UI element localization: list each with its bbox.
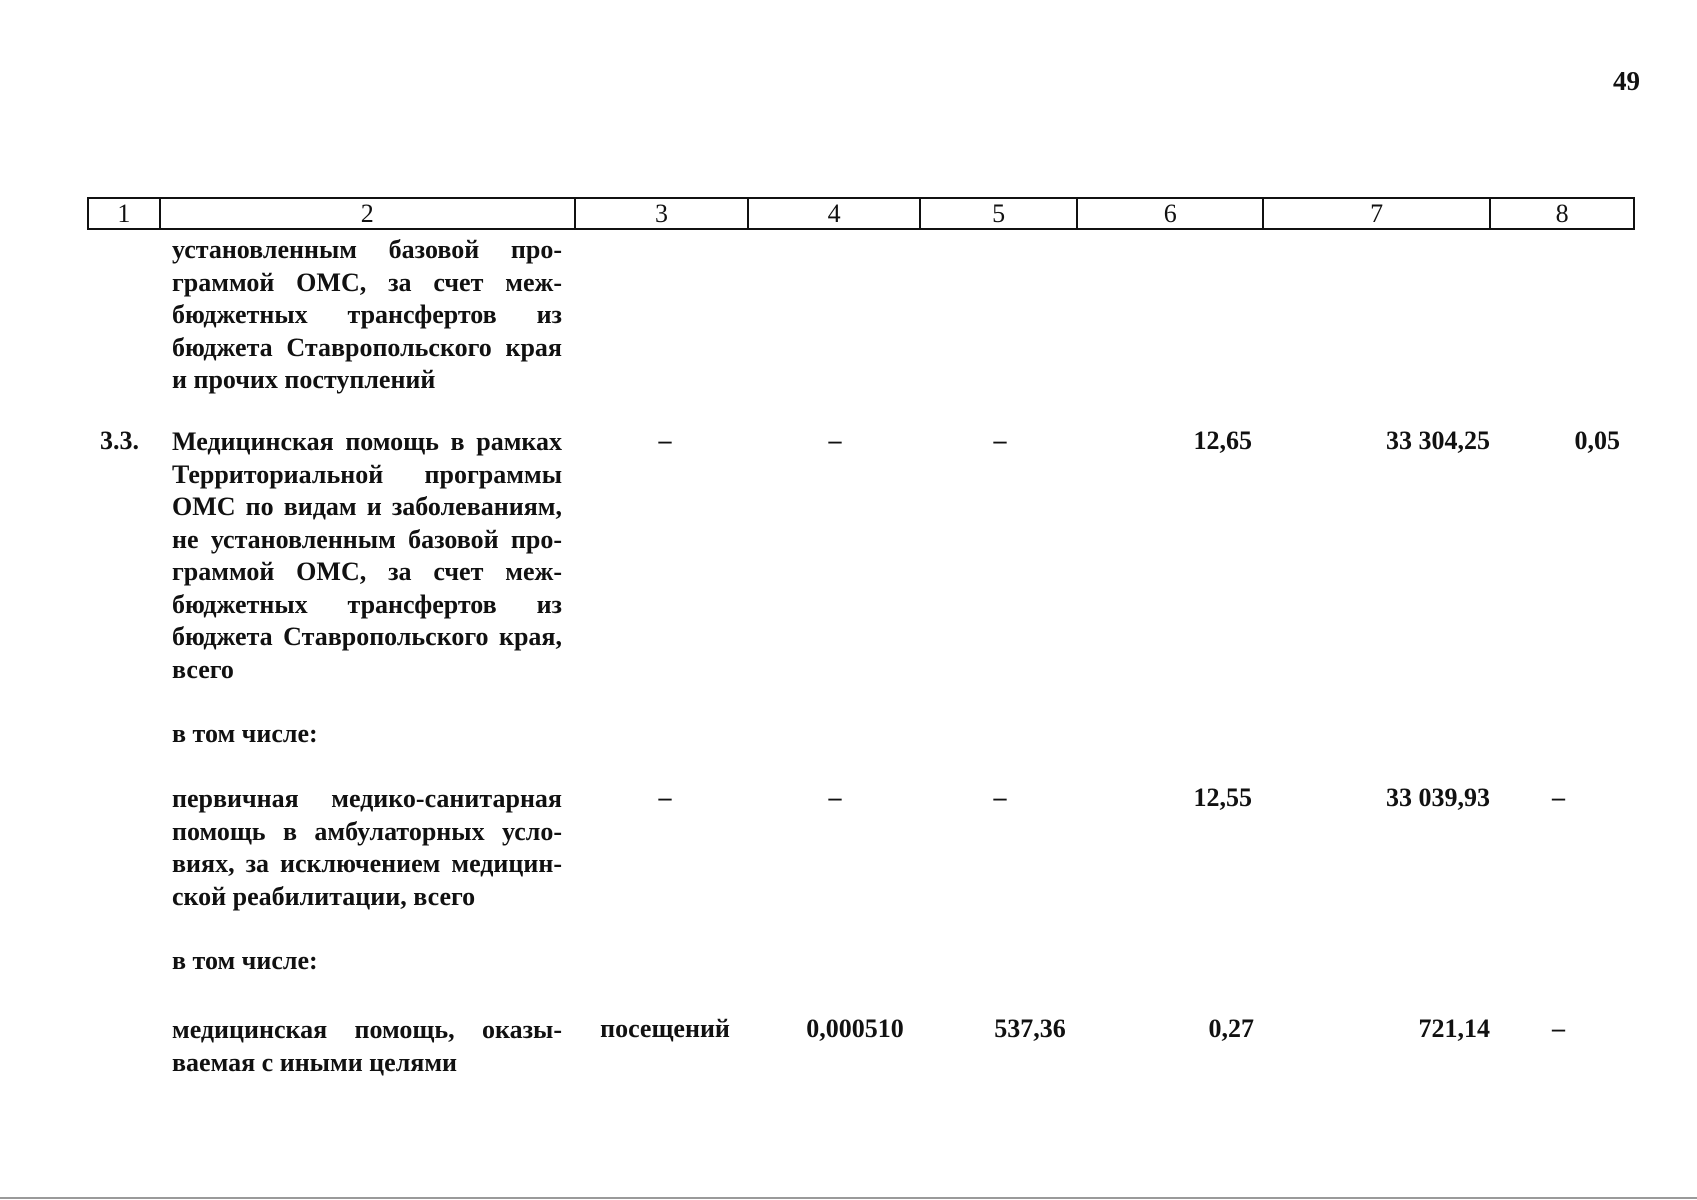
desc-line: бюджета Ставропольского края bbox=[172, 332, 562, 362]
desc-line: ской реабилитации, всего bbox=[172, 881, 476, 911]
desc-line: граммой ОМС, за счет меж- bbox=[172, 267, 562, 297]
desc-line: бюджетных трансфертов из bbox=[172, 589, 562, 619]
row-3-3-col-7: 33 304,25 bbox=[1386, 426, 1490, 455]
desc-line: Медицинская помощь в рамках bbox=[172, 427, 562, 456]
other-purposes-col-6: 0,27 bbox=[1208, 1014, 1254, 1043]
desc-line: виях, за исключением медицин- bbox=[172, 849, 562, 878]
row-3-3-col-3: – bbox=[658, 426, 672, 455]
other-purposes-col-4: 0,000510 bbox=[806, 1014, 904, 1043]
other-purposes-description bbox=[172, 1014, 562, 1079]
header-col-1: 1 bbox=[89, 199, 161, 228]
other-purposes-col-3: посещений bbox=[600, 1014, 730, 1043]
page-bottom-rule bbox=[0, 1197, 1697, 1199]
header-col-5: 5 bbox=[921, 199, 1079, 228]
header-col-7: 7 bbox=[1264, 199, 1491, 228]
page-number: 49 bbox=[1613, 66, 1640, 96]
row-number: 3.3. bbox=[100, 426, 139, 455]
row-3-3-col-6: 12,65 bbox=[1193, 426, 1252, 455]
primary-care-col-7: 33 039,93 bbox=[1386, 783, 1490, 812]
desc-line: и прочих поступлений bbox=[172, 365, 436, 394]
primary-care-col-4: – bbox=[828, 783, 842, 812]
row-3-3-col-8: 0,05 bbox=[1574, 426, 1620, 455]
including-label: в том числе: bbox=[172, 946, 318, 975]
header-col-8: 8 bbox=[1555, 199, 1569, 228]
desc-line: бюджета Ставропольского края, bbox=[172, 622, 562, 651]
other-purposes-col-7: 721,14 bbox=[1418, 1014, 1490, 1043]
primary-care-description bbox=[172, 783, 562, 913]
desc-line: первичная медико-санитарная bbox=[172, 784, 562, 813]
including-label: в том числе: bbox=[172, 719, 318, 748]
primary-care-col-5: – bbox=[993, 783, 1007, 812]
row-3-3-col-4: – bbox=[828, 426, 842, 455]
header-col-6: 6 bbox=[1078, 199, 1264, 228]
header-col-3: 3 bbox=[576, 199, 750, 228]
desc-line: ОМС по видам и заболеваниям, bbox=[172, 492, 562, 521]
continued-description bbox=[172, 234, 562, 397]
desc-line: установленным базовой про- bbox=[172, 235, 562, 264]
desc-line: бюджетных трансфертов из bbox=[172, 300, 562, 329]
header-col-2: 2 bbox=[161, 199, 576, 228]
desc-line: Территориальной программы bbox=[172, 459, 562, 489]
other-purposes-col-8: – bbox=[1552, 1014, 1565, 1043]
desc-line: ваемая с иными целями bbox=[172, 1047, 458, 1077]
other-purposes-col-5: 537,36 bbox=[994, 1014, 1066, 1043]
primary-care-col-6: 12,55 bbox=[1193, 783, 1252, 812]
desc-line: граммой ОМС, за счет меж- bbox=[172, 557, 562, 586]
desc-line: медицинская помощь, оказы- bbox=[172, 1015, 562, 1044]
row-3-3-description bbox=[172, 426, 562, 686]
desc-line: не установленным базовой про- bbox=[172, 524, 562, 554]
table-header bbox=[87, 197, 1635, 230]
row-3-3-col-5: – bbox=[993, 426, 1007, 455]
header-col-4: 4 bbox=[749, 199, 921, 228]
primary-care-col-3: – bbox=[658, 783, 672, 812]
primary-care-col-8: – bbox=[1552, 783, 1565, 812]
desc-line: помощь в амбулаторных усло- bbox=[172, 816, 562, 846]
desc-line: всего bbox=[172, 654, 234, 684]
